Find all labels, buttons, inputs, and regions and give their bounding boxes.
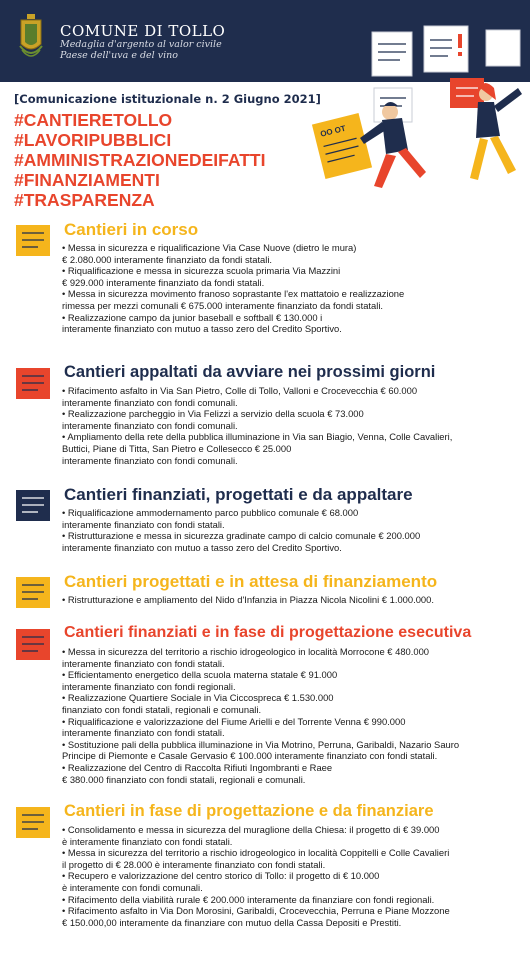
list-item: • Riqualificazione ammodernamento parco pubblico comunale € 68.000 interamente finanziato con fondi statali. bbox=[62, 507, 522, 530]
hashtag: #TRASPARENZA bbox=[14, 190, 155, 210]
item-list bbox=[62, 507, 522, 553]
list-item: • Ristrutturazione e messa in sicurezza gradinate campo di calcio comunale € 200.000 interamente finanziato con mutuo a tasso zero del Credito Sportivo. bbox=[62, 530, 522, 553]
section-cantieri-in-corso bbox=[14, 220, 520, 340]
section-cantieri-progettati-attesa bbox=[14, 572, 520, 617]
alert-card-icon bbox=[424, 26, 468, 72]
list-item: • Messa in sicurezza del territorio a rischio idrogeologico in località Coppitelli e Colle Cavalieri il progetto di € 28.000 è interamente finanziato con fondi statali. bbox=[62, 847, 522, 870]
item-list bbox=[62, 824, 522, 928]
list-item: • Rifacimento asfalto in Via San Pietro, Colle di Tollo, Valloni e Crocevecchia € 60.000 interamente finanziato con fondi comunali. bbox=[62, 385, 522, 408]
motto-line-2: Paese dell'uva e del vino bbox=[60, 50, 178, 61]
list-item: • Rifacimento della viabilità rurale € 200.000 interamente da finanziare con fondi regionali. bbox=[62, 894, 522, 906]
list-item: • Riqualificazione e messa in sicurezza scuola primaria Via Mazzini € 929.000 interamente finanziato da fondi statali. bbox=[62, 265, 522, 288]
motto-line-1: Medaglia d'argento al valor civile bbox=[60, 39, 222, 50]
list-item: • Sostituzione pali della pubblica illuminazione in Via Motrino, Perruna, Garibaldi, Nazario Sauro Principe di Piemonte e Casale Gervasio € 100.000 interamente finanziato con fondi statali. bbox=[62, 739, 522, 762]
item-list bbox=[62, 242, 522, 335]
section-title: Cantieri appaltati da avviare nei prossimi giorni bbox=[64, 363, 436, 381]
section-cantieri-progettazione-esecutiva bbox=[14, 624, 520, 799]
hashtag: #FINANZIAMENTI bbox=[14, 170, 160, 190]
item-list bbox=[62, 594, 522, 606]
list-item: • Rifacimento asfalto in Via Don Morosini, Garibaldi, Crocevecchia, Perruna e Piane Mozzone € 150.000,00 interamente da finanziare con mutuo della Cassa Depositi e Prestiti. bbox=[62, 905, 522, 928]
municipal-crest-icon bbox=[18, 14, 44, 62]
list-item: • Ristrutturazione e ampliamento del Nido d'Infanzia in Piazza Nicola Nicolini € 1.000.000. bbox=[62, 594, 522, 606]
list-item: • Messa in sicurezza del territorio a rischio idrogeologico in località Morrocone € 480.000 interamente finanziato con fondi statali. bbox=[62, 646, 522, 669]
hashtag: #LAVORIPUBBLICI bbox=[14, 130, 172, 150]
yellow-note-icon bbox=[14, 802, 52, 840]
communication-line: [Comunicazione istituzionale n. 2 Giugno 2021] bbox=[14, 92, 321, 106]
list-item: • Messa in sicurezza movimento franoso soprastante l'ex mattatoio e realizzazione rimessa per mezzi comunali € 675.000 interamente finanziato da fondi statali. bbox=[62, 288, 522, 311]
red-note-icon bbox=[14, 624, 52, 662]
list-item: • Realizzazione del Centro di Raccolta Rifiuti Ingombranti e Raee € 380.000 finanziato con fondi statali, regionali e comunali. bbox=[62, 762, 522, 785]
yellow-note-icon bbox=[14, 220, 52, 258]
note-card-icon bbox=[372, 32, 412, 76]
section-title: Cantieri finanziati e in fase di progettazione esecutiva bbox=[64, 624, 472, 641]
hashtag: #CANTIERETOLLO bbox=[14, 110, 173, 130]
card-badge-text: OO OT bbox=[319, 123, 347, 139]
workers-illustration bbox=[290, 18, 530, 198]
yellow-note-icon bbox=[14, 572, 52, 610]
item-list bbox=[62, 646, 522, 785]
section-title: Cantieri progettati e in attesa di finanziamento bbox=[64, 572, 438, 591]
item-list bbox=[62, 385, 522, 466]
list-item: • Realizzazione parcheggio in Via Felizzi a servizio della scuola € 73.000 interamente finanziato con fondi comunali. bbox=[62, 408, 522, 431]
list-item: • Riqualificazione e valorizzazione del Fiume Arielli e del Torrente Venna € 990.000 interamente finanziato con fondi statali. bbox=[62, 716, 522, 739]
hashtag-list bbox=[14, 110, 265, 210]
list-item: • Messa in sicurezza e riqualificazione Via Case Nuove (dietro le mura) € 2.080.000 interamente finanziato da fondi statali. bbox=[62, 242, 522, 265]
list-item: • Recupero e valorizzazione del centro storico di Tollo: il progetto di € 10.000 è interamente con fondi comunali. bbox=[62, 870, 522, 893]
section-cantieri-finanziati-progettati bbox=[14, 485, 520, 560]
navy-note-icon bbox=[14, 485, 52, 523]
list-item: • Realizzazione campo da junior baseball e softball € 130.000 i interamente finanziato con mutuo a tasso zero del Credito Sportivo. bbox=[62, 312, 522, 335]
section-cantieri-da-finanziare bbox=[14, 802, 520, 952]
hashtag: #AMMINISTRAZIONEDEIFATTI bbox=[14, 150, 266, 170]
list-item: • Ampliamento della rete della pubblica illuminazione in Via san Biagio, Venna, Colle Cavalieri, Buttici, Piane di Titta, San Pietro e Collesecco € 25.000 interamente finanziato con fondi comunali. bbox=[62, 431, 522, 466]
list-item: • Efficientamento energetico della scuola materna statale € 91.000 interamente finanziato con fondi regionali. bbox=[62, 669, 522, 692]
comune-motto bbox=[60, 39, 222, 61]
list-item: • Realizzazione Quartiere Sociale in Via Ciccospreca € 1.530.000 finanziato con fondi statali, regionali e comunali. bbox=[62, 692, 522, 715]
section-title: Cantieri finanziati, progettati e da appaltare bbox=[64, 485, 413, 504]
section-title: Cantieri in corso bbox=[64, 220, 199, 239]
section-title: Cantieri in fase di progettazione e da finanziare bbox=[64, 802, 434, 820]
section-cantieri-appaltati bbox=[14, 363, 520, 473]
list-item: • Consolidamento e messa in sicurezza del muraglione della Chiesa: il progetto di € 39.000 è interamente finanziato con fondi statali. bbox=[62, 824, 522, 847]
comune-name: COMUNE DI TOLLO bbox=[60, 22, 226, 40]
red-note-icon bbox=[14, 363, 52, 401]
